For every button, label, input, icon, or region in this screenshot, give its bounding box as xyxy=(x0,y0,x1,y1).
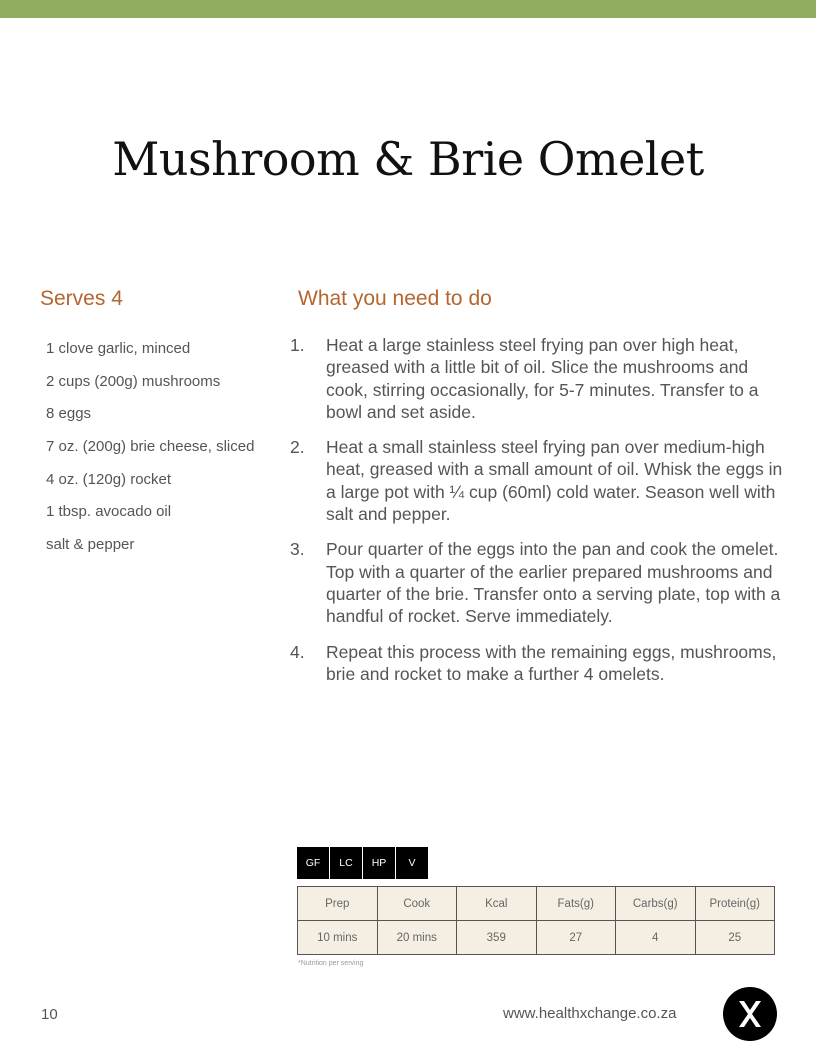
nutrition-value: 10 mins xyxy=(298,921,378,955)
step-text: Heat a large stainless steel frying pan over high heat, greased with a little bit of oil. Slice the mushrooms and cook, stirring occasionally, for 5-7 minutes. Transfer to a bowl and set aside. xyxy=(326,335,759,422)
ingredient-item: 2 cups (200g) mushrooms xyxy=(46,372,221,390)
diet-tag-gf: GF xyxy=(297,847,330,879)
step-item xyxy=(290,436,790,525)
page-number: 10 xyxy=(41,1006,58,1023)
nutrition-value-row xyxy=(298,921,775,955)
ingredient-item: 1 tbsp. avocado oil xyxy=(46,503,172,521)
diet-tag-lc: LC xyxy=(330,847,363,879)
nutrition-header: Cook xyxy=(377,887,457,921)
ingredient-item: 1 clove garlic, minced xyxy=(46,340,191,357)
step-item xyxy=(290,641,790,686)
step-number: 1. xyxy=(290,335,305,355)
ingredient-item: salt & pepper xyxy=(46,536,135,554)
step-number: 4. xyxy=(290,641,305,662)
step-item xyxy=(290,538,790,627)
nutrition-value: 20 mins xyxy=(377,921,457,955)
steps-heading: What you need to do xyxy=(298,287,492,310)
serves-heading: Serves 4 xyxy=(40,287,123,310)
nutrition-value: 359 xyxy=(457,921,537,955)
diet-tag-hp: HP xyxy=(363,847,396,879)
ingredient-item: 4 oz. (120g) rocket xyxy=(46,470,172,488)
diet-tags xyxy=(297,847,428,879)
step-item xyxy=(290,334,790,423)
nutrition-value: 27 xyxy=(536,921,616,955)
ingredients-list xyxy=(46,340,254,569)
step-text: Pour quarter of the eggs into the pan and cook the omelet. Top with a quarter of the earlier prepared mushrooms and quarter of the brie. Transfer onto a serving plate, top with a handful of rocket. Serve immediately. xyxy=(326,539,781,627)
nutrition-header: Kcal xyxy=(457,887,537,921)
ingredient-item: 8 eggs xyxy=(46,405,92,423)
steps-list xyxy=(290,334,790,698)
nutrition-header: Carbs(g) xyxy=(616,887,696,921)
step-number: 3. xyxy=(290,539,305,560)
ingredient-item: 7 oz. (200g) brie cheese, sliced xyxy=(46,438,255,456)
recipe-title: Mushroom & Brie Omelet xyxy=(112,132,704,186)
nutrition-header-row xyxy=(298,887,775,921)
nutrition-value: 4 xyxy=(616,921,696,955)
nutrition-note: *Nutrition per serving xyxy=(298,960,364,967)
website-link[interactable]: www.healthxchange.co.za xyxy=(503,1005,677,1022)
nutrition-value: 25 xyxy=(695,921,775,955)
nutrition-header: Prep xyxy=(298,887,378,921)
step-number: 2. xyxy=(290,437,305,458)
step-text: Heat a small stainless steel frying pan over medium-high heat, greased with a small amount of oil. Whisk the eggs in a large pot with ¼ cup (60ml) cold water. Season well with salt and pepper. xyxy=(326,437,783,525)
top-accent-bar xyxy=(0,0,816,18)
diet-tag-v: V xyxy=(396,847,428,879)
nutrition-header: Protein(g) xyxy=(695,887,775,921)
step-text: Repeat this process with the remaining eggs, mushrooms, brie and rocket to make a further 4 omelets. xyxy=(326,641,777,684)
nutrition-header: Fats(g) xyxy=(536,887,616,921)
healthxchange-logo-icon xyxy=(723,987,777,1041)
nutrition-table xyxy=(297,886,775,955)
